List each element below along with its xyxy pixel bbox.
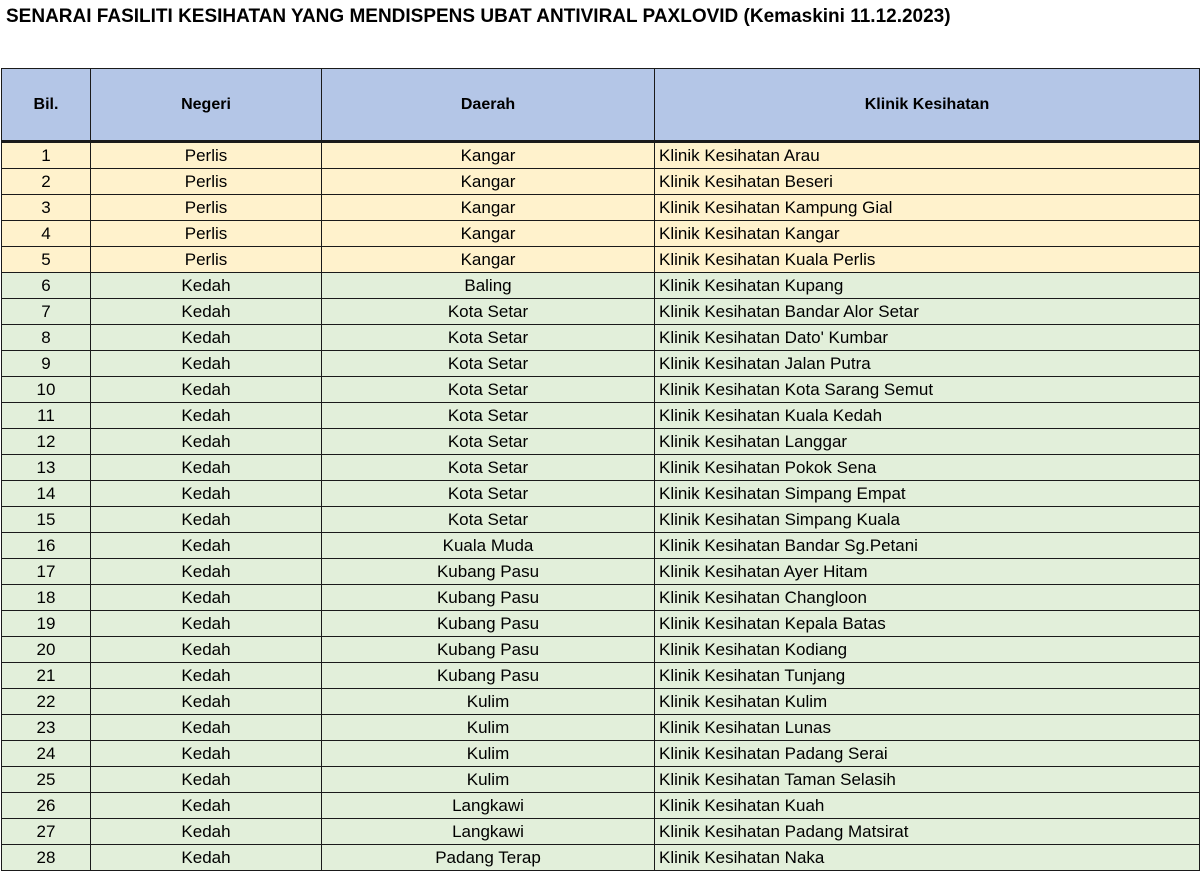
cell-daerah: Kuala Muda [322, 533, 655, 559]
table-row [2, 221, 1200, 247]
cell-bil: 19 [2, 611, 91, 637]
cell-negeri: Kedah [91, 793, 322, 819]
table-row [2, 299, 1200, 325]
cell-bil: 7 [2, 299, 91, 325]
cell-negeri: Kedah [91, 689, 322, 715]
cell-negeri: Kedah [91, 481, 322, 507]
cell-klinik: Klinik Kesihatan Langgar [655, 429, 1200, 455]
cell-bil: 13 [2, 455, 91, 481]
cell-bil: 22 [2, 689, 91, 715]
cell-daerah: Kulim [322, 689, 655, 715]
cell-negeri: Kedah [91, 299, 322, 325]
cell-bil: 1 [2, 142, 91, 169]
cell-klinik: Klinik Kesihatan Jalan Putra [655, 351, 1200, 377]
column-header-negeri: Negeri [91, 69, 322, 142]
cell-daerah: Kulim [322, 715, 655, 741]
cell-daerah: Kubang Pasu [322, 637, 655, 663]
cell-klinik: Klinik Kesihatan Bandar Alor Setar [655, 299, 1200, 325]
cell-klinik: Klinik Kesihatan Ayer Hitam [655, 559, 1200, 585]
table-row [2, 689, 1200, 715]
cell-daerah: Kangar [322, 142, 655, 169]
cell-klinik: Klinik Kesihatan Dato' Kumbar [655, 325, 1200, 351]
cell-bil: 2 [2, 169, 91, 195]
cell-daerah: Kangar [322, 247, 655, 273]
table-row [2, 142, 1200, 169]
table-row [2, 377, 1200, 403]
cell-klinik: Klinik Kesihatan Kangar [655, 221, 1200, 247]
cell-daerah: Kangar [322, 221, 655, 247]
cell-bil: 9 [2, 351, 91, 377]
table-header-row [2, 69, 1200, 142]
cell-negeri: Kedah [91, 637, 322, 663]
cell-negeri: Kedah [91, 559, 322, 585]
cell-klinik: Klinik Kesihatan Pokok Sena [655, 455, 1200, 481]
cell-bil: 14 [2, 481, 91, 507]
cell-daerah: Kota Setar [322, 403, 655, 429]
column-header-klinik: Klinik Kesihatan [655, 69, 1200, 142]
table-row [2, 429, 1200, 455]
cell-bil: 23 [2, 715, 91, 741]
cell-negeri: Kedah [91, 767, 322, 793]
cell-klinik: Klinik Kesihatan Kulim [655, 689, 1200, 715]
cell-negeri: Perlis [91, 169, 322, 195]
cell-bil: 6 [2, 273, 91, 299]
cell-bil: 10 [2, 377, 91, 403]
cell-klinik: Klinik Kesihatan Kuala Perlis [655, 247, 1200, 273]
table-row [2, 585, 1200, 611]
cell-bil: 16 [2, 533, 91, 559]
cell-negeri: Kedah [91, 351, 322, 377]
table-row [2, 819, 1200, 845]
cell-daerah: Kota Setar [322, 507, 655, 533]
cell-negeri: Kedah [91, 585, 322, 611]
table-row [2, 481, 1200, 507]
table-row [2, 455, 1200, 481]
table-row [2, 845, 1200, 871]
table-row [2, 637, 1200, 663]
cell-negeri: Kedah [91, 429, 322, 455]
cell-negeri: Kedah [91, 377, 322, 403]
column-header-bil: Bil. [2, 69, 91, 142]
table-row [2, 169, 1200, 195]
cell-bil: 4 [2, 221, 91, 247]
cell-daerah: Kota Setar [322, 351, 655, 377]
facility-table [1, 68, 1200, 871]
cell-bil: 3 [2, 195, 91, 221]
cell-negeri: Perlis [91, 195, 322, 221]
cell-klinik: Klinik Kesihatan Kupang [655, 273, 1200, 299]
cell-bil: 18 [2, 585, 91, 611]
cell-negeri: Kedah [91, 741, 322, 767]
cell-negeri: Kedah [91, 507, 322, 533]
table-row [2, 559, 1200, 585]
cell-daerah: Kubang Pasu [322, 585, 655, 611]
cell-negeri: Kedah [91, 819, 322, 845]
table-row [2, 715, 1200, 741]
cell-daerah: Langkawi [322, 793, 655, 819]
cell-klinik: Klinik Kesihatan Simpang Empat [655, 481, 1200, 507]
cell-negeri: Kedah [91, 611, 322, 637]
cell-klinik: Klinik Kesihatan Padang Matsirat [655, 819, 1200, 845]
table-row [2, 403, 1200, 429]
cell-daerah: Kota Setar [322, 481, 655, 507]
cell-klinik: Klinik Kesihatan Taman Selasih [655, 767, 1200, 793]
document-title: SENARAI FASILITI KESIHATAN YANG MENDISPENS UBAT ANTIVIRAL PAXLOVID (Kemaskini 11.12.2023) [6, 6, 951, 27]
cell-daerah: Langkawi [322, 819, 655, 845]
cell-daerah: Kota Setar [322, 299, 655, 325]
cell-bil: 24 [2, 741, 91, 767]
cell-daerah: Kubang Pasu [322, 611, 655, 637]
cell-bil: 21 [2, 663, 91, 689]
cell-klinik: Klinik Kesihatan Kepala Batas [655, 611, 1200, 637]
cell-klinik: Klinik Kesihatan Changloon [655, 585, 1200, 611]
cell-klinik: Klinik Kesihatan Lunas [655, 715, 1200, 741]
cell-bil: 5 [2, 247, 91, 273]
cell-klinik: Klinik Kesihatan Arau [655, 142, 1200, 169]
cell-bil: 15 [2, 507, 91, 533]
cell-daerah: Kubang Pasu [322, 559, 655, 585]
table-row [2, 611, 1200, 637]
cell-klinik: Klinik Kesihatan Kodiang [655, 637, 1200, 663]
cell-klinik: Klinik Kesihatan Kuala Kedah [655, 403, 1200, 429]
table-row [2, 273, 1200, 299]
cell-bil: 17 [2, 559, 91, 585]
cell-klinik: Klinik Kesihatan Beseri [655, 169, 1200, 195]
cell-daerah: Padang Terap [322, 845, 655, 871]
cell-negeri: Kedah [91, 845, 322, 871]
cell-klinik: Klinik Kesihatan Padang Serai [655, 741, 1200, 767]
cell-bil: 25 [2, 767, 91, 793]
cell-negeri: Kedah [91, 533, 322, 559]
cell-daerah: Kota Setar [322, 377, 655, 403]
cell-klinik: Klinik Kesihatan Kuah [655, 793, 1200, 819]
table-row [2, 195, 1200, 221]
cell-bil: 11 [2, 403, 91, 429]
table-row [2, 325, 1200, 351]
cell-daerah: Kota Setar [322, 429, 655, 455]
table-row [2, 767, 1200, 793]
cell-bil: 8 [2, 325, 91, 351]
cell-klinik: Klinik Kesihatan Bandar Sg.Petani [655, 533, 1200, 559]
cell-bil: 26 [2, 793, 91, 819]
cell-klinik: Klinik Kesihatan Kampung Gial [655, 195, 1200, 221]
table-row [2, 793, 1200, 819]
cell-bil: 12 [2, 429, 91, 455]
cell-negeri: Kedah [91, 325, 322, 351]
cell-daerah: Kangar [322, 195, 655, 221]
cell-negeri: Kedah [91, 455, 322, 481]
cell-daerah: Kota Setar [322, 325, 655, 351]
table-row [2, 533, 1200, 559]
table-row [2, 351, 1200, 377]
cell-daerah: Kulim [322, 741, 655, 767]
cell-negeri: Perlis [91, 247, 322, 273]
cell-klinik: Klinik Kesihatan Tunjang [655, 663, 1200, 689]
cell-bil: 28 [2, 845, 91, 871]
cell-negeri: Kedah [91, 273, 322, 299]
cell-negeri: Perlis [91, 221, 322, 247]
cell-negeri: Perlis [91, 142, 322, 169]
table-row [2, 663, 1200, 689]
cell-negeri: Kedah [91, 663, 322, 689]
cell-negeri: Kedah [91, 403, 322, 429]
cell-daerah: Kulim [322, 767, 655, 793]
cell-klinik: Klinik Kesihatan Naka [655, 845, 1200, 871]
cell-daerah: Kota Setar [322, 455, 655, 481]
cell-bil: 27 [2, 819, 91, 845]
cell-klinik: Klinik Kesihatan Kota Sarang Semut [655, 377, 1200, 403]
cell-bil: 20 [2, 637, 91, 663]
table-row [2, 507, 1200, 533]
cell-daerah: Baling [322, 273, 655, 299]
table-row [2, 741, 1200, 767]
cell-daerah: Kangar [322, 169, 655, 195]
table-body [2, 142, 1200, 871]
cell-negeri: Kedah [91, 715, 322, 741]
cell-daerah: Kubang Pasu [322, 663, 655, 689]
cell-klinik: Klinik Kesihatan Simpang Kuala [655, 507, 1200, 533]
table-row [2, 247, 1200, 273]
column-header-daerah: Daerah [322, 69, 655, 142]
